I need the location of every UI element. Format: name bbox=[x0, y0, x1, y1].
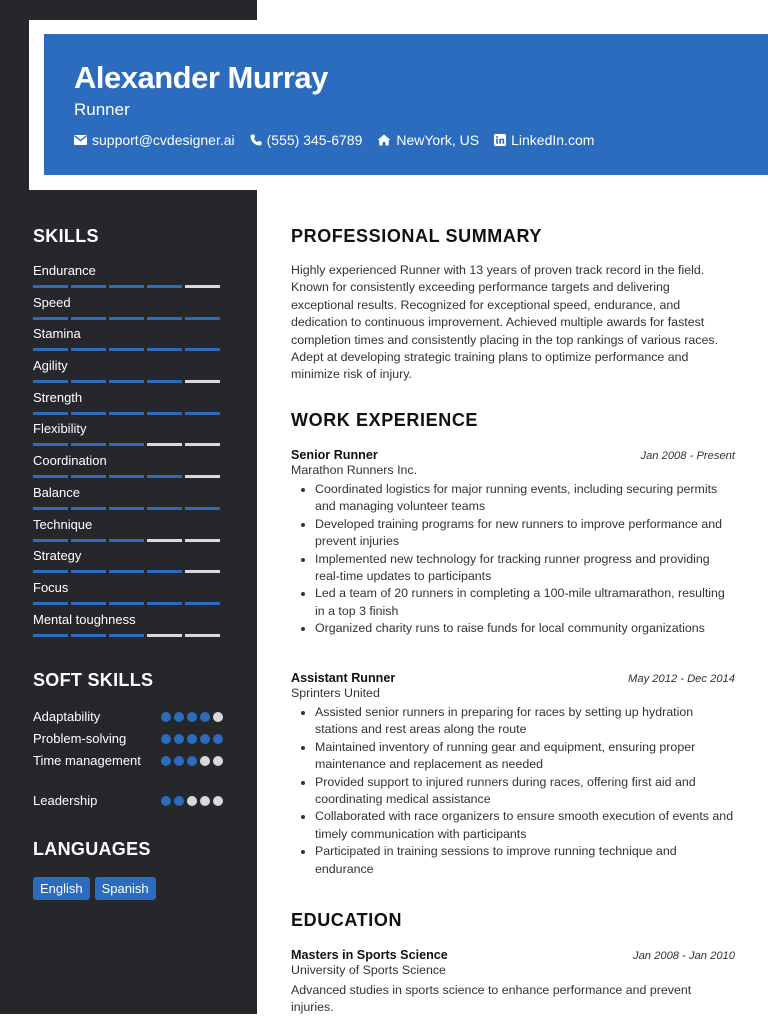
skill-level-segment bbox=[147, 380, 182, 383]
skill-label: Strategy bbox=[33, 548, 82, 564]
rating-dot bbox=[174, 734, 184, 744]
skill-level-segment bbox=[185, 602, 220, 605]
phone-icon bbox=[250, 134, 262, 146]
candidate-name: Alexander Murray bbox=[74, 60, 328, 95]
skill-item bbox=[33, 485, 223, 517]
skill-item bbox=[33, 517, 223, 549]
rating-dot bbox=[200, 756, 210, 766]
job-entry bbox=[291, 671, 735, 878]
soft-skill-rating bbox=[161, 730, 223, 744]
skill-level-segment bbox=[109, 634, 144, 637]
rating-dot bbox=[161, 712, 171, 722]
job-bullet: • Led a team of 20 runners in completing a 100-mile ultramarathon, resulting in a top 3 finish bbox=[315, 585, 735, 620]
soft-skill-label: Leadership bbox=[33, 793, 98, 808]
rating-dot bbox=[161, 796, 171, 806]
skill-level-segment bbox=[33, 285, 68, 288]
skill-level-segment bbox=[71, 507, 106, 510]
soft-skills-heading: SOFT SKILLS bbox=[33, 670, 154, 690]
school-name: University of Sports Science bbox=[291, 963, 446, 977]
home-icon bbox=[377, 134, 391, 146]
skills-list bbox=[33, 263, 223, 643]
rating-dot bbox=[200, 796, 210, 806]
linkedin-icon bbox=[494, 134, 506, 146]
education-date: Jan 2008 - Jan 2010 bbox=[632, 950, 735, 962]
header bbox=[44, 34, 768, 175]
skill-level-segment bbox=[185, 348, 220, 351]
job-bullet: • Organized charity runs to raise funds for local community organizations bbox=[315, 620, 735, 637]
skill-level-segment bbox=[109, 507, 144, 510]
job-bullet: • Implemented new technology for tracking runner progress and providing real-time updates to participants bbox=[315, 551, 735, 586]
rating-dot bbox=[213, 712, 223, 722]
skill-level-bar bbox=[33, 634, 223, 637]
skill-item bbox=[33, 612, 223, 644]
job-bullet: • Participated in training sessions to improve running technique and endurance bbox=[315, 843, 735, 878]
job-bullets bbox=[291, 481, 735, 638]
job-company: Marathon Runners Inc. bbox=[291, 463, 418, 477]
skill-level-segment bbox=[185, 443, 220, 446]
skill-level-segment bbox=[185, 412, 220, 415]
skill-level-segment bbox=[33, 443, 68, 446]
email-text: support@cvdesigner.ai bbox=[92, 132, 235, 148]
skill-level-bar bbox=[33, 507, 223, 510]
skill-level-segment bbox=[147, 348, 182, 351]
skill-level-segment bbox=[33, 380, 68, 383]
job-bullet: • Collaborated with race organizers to ensure smooth execution of events and timely communication with participants bbox=[315, 808, 735, 843]
skill-item bbox=[33, 453, 223, 485]
skill-level-segment bbox=[71, 602, 106, 605]
skill-label: Endurance bbox=[33, 263, 96, 278]
skill-level-segment bbox=[147, 443, 182, 446]
skill-label: Flexibility bbox=[33, 421, 87, 437]
skill-label: Focus bbox=[33, 579, 69, 595]
contact-phone[interactable] bbox=[250, 132, 363, 148]
skill-item bbox=[33, 390, 223, 422]
soft-skills-list bbox=[33, 708, 223, 814]
soft-skill-item bbox=[33, 708, 223, 730]
skill-level-segment bbox=[185, 475, 220, 478]
skill-level-segment bbox=[147, 634, 182, 637]
summary-heading: PROFESSIONAL SUMMARY bbox=[291, 226, 543, 246]
skill-level-segment bbox=[109, 570, 144, 573]
language-badge: Spanish bbox=[95, 877, 156, 900]
languages-list bbox=[33, 877, 156, 900]
skill-level-segment bbox=[71, 443, 106, 446]
job-bullets bbox=[291, 704, 735, 878]
job-title: Senior Runner bbox=[291, 448, 378, 462]
skill-label: Balance bbox=[33, 484, 80, 500]
skill-level-segment bbox=[71, 634, 106, 637]
job-date: May 2012 - Dec 2014 bbox=[628, 673, 735, 685]
skill-level-bar bbox=[33, 348, 223, 351]
soft-skill-label: Problem-solving bbox=[33, 731, 127, 746]
skill-level-segment bbox=[109, 602, 144, 605]
skill-level-segment bbox=[33, 475, 68, 478]
job-bullet: • Coordinated logistics for major running events, including securing permits and managing volunteer teams bbox=[315, 481, 735, 516]
skill-level-segment bbox=[71, 317, 106, 320]
skill-level-bar bbox=[33, 412, 223, 415]
rating-dot bbox=[161, 756, 171, 766]
experience-heading: WORK EXPERIENCE bbox=[291, 410, 479, 430]
job-title: Assistant Runner bbox=[291, 671, 396, 685]
skill-item bbox=[33, 580, 223, 612]
skill-level-segment bbox=[71, 570, 106, 573]
skill-level-segment bbox=[147, 412, 182, 415]
skill-level-segment bbox=[71, 285, 106, 288]
soft-skill-item bbox=[33, 752, 223, 792]
skill-level-segment bbox=[109, 412, 144, 415]
skill-label: Stamina bbox=[33, 326, 81, 342]
soft-skill-item bbox=[33, 792, 223, 814]
rating-dot bbox=[187, 756, 197, 766]
soft-skill-item bbox=[33, 730, 223, 752]
skill-level-segment bbox=[147, 285, 182, 288]
rating-dot bbox=[200, 712, 210, 722]
skill-level-segment bbox=[71, 539, 106, 542]
skill-level-segment bbox=[33, 602, 68, 605]
skill-level-segment bbox=[185, 317, 220, 320]
job-bullet: • Assisted senior runners in preparing for races by setting up hydration stations and rest areas along the route bbox=[315, 704, 735, 739]
rating-dot bbox=[187, 796, 197, 806]
skill-level-segment bbox=[71, 412, 106, 415]
skill-level-segment bbox=[109, 475, 144, 478]
education-description: Advanced studies in sports science to enhance performance and prevent injuries. bbox=[291, 983, 692, 1015]
skill-level-segment bbox=[33, 412, 68, 415]
skill-label: Speed bbox=[33, 294, 71, 310]
skill-level-bar bbox=[33, 539, 223, 542]
skill-level-segment bbox=[109, 539, 144, 542]
skill-level-segment bbox=[147, 317, 182, 320]
skill-level-bar bbox=[33, 380, 223, 383]
soft-skill-label: Adaptability bbox=[33, 709, 101, 724]
skill-level-bar bbox=[33, 317, 223, 320]
skill-level-segment bbox=[147, 475, 182, 478]
skill-level-segment bbox=[33, 539, 68, 542]
education-entry bbox=[291, 948, 735, 1017]
skill-level-bar bbox=[33, 570, 223, 573]
rating-dot bbox=[213, 756, 223, 766]
rating-dot bbox=[213, 796, 223, 806]
skill-level-bar bbox=[33, 443, 223, 446]
skill-level-segment bbox=[71, 475, 106, 478]
rating-dot bbox=[213, 734, 223, 744]
soft-skill-rating bbox=[161, 708, 223, 722]
skill-level-segment bbox=[185, 570, 220, 573]
languages-heading: LANGUAGES bbox=[33, 839, 151, 859]
skill-item bbox=[33, 548, 223, 580]
education-heading: EDUCATION bbox=[291, 910, 403, 930]
soft-skill-label: Time management bbox=[33, 753, 141, 768]
skill-level-segment bbox=[33, 634, 68, 637]
contact-email[interactable] bbox=[74, 132, 235, 148]
job-entry bbox=[291, 448, 735, 638]
skill-level-segment bbox=[33, 570, 68, 573]
skill-level-bar bbox=[33, 285, 223, 288]
skill-item bbox=[33, 326, 223, 358]
skill-level-bar bbox=[33, 602, 223, 605]
job-bullet: • Provided support to injured runners during races, offering first aid and coordinating medical assistance bbox=[315, 774, 735, 809]
skill-level-segment bbox=[33, 507, 68, 510]
rating-dot bbox=[174, 796, 184, 806]
location-text: NewYork, US bbox=[396, 132, 480, 148]
rating-dot bbox=[174, 712, 184, 722]
skill-level-segment bbox=[33, 348, 68, 351]
skill-label: Mental toughness bbox=[33, 611, 136, 627]
skill-item bbox=[33, 263, 223, 295]
rating-dot bbox=[200, 734, 210, 744]
skill-level-segment bbox=[109, 380, 144, 383]
skill-level-segment bbox=[185, 507, 220, 510]
skill-label: Agility bbox=[33, 358, 68, 374]
skill-label: Strength bbox=[33, 389, 83, 405]
skill-level-bar bbox=[33, 475, 223, 478]
skill-level-segment bbox=[71, 380, 106, 383]
skill-level-segment bbox=[109, 285, 144, 288]
skill-level-segment bbox=[147, 570, 182, 573]
skill-level-segment bbox=[33, 317, 68, 320]
skill-level-segment bbox=[147, 507, 182, 510]
skill-label: Coordination bbox=[33, 453, 107, 469]
language-badge: English bbox=[33, 877, 90, 900]
skill-level-segment bbox=[109, 348, 144, 351]
skill-level-segment bbox=[185, 285, 220, 288]
job-company: Sprinters United bbox=[291, 686, 380, 700]
skill-level-segment bbox=[71, 348, 106, 351]
job-bullet: • Maintained inventory of running gear and equipment, ensuring proper maintenance and replacement as needed bbox=[315, 739, 735, 774]
skill-level-segment bbox=[185, 634, 220, 637]
soft-skill-rating bbox=[161, 752, 223, 766]
soft-skill-rating bbox=[161, 792, 223, 806]
envelope-icon bbox=[74, 135, 87, 145]
skill-level-segment bbox=[147, 539, 182, 542]
rating-dot bbox=[174, 756, 184, 766]
skill-level-segment bbox=[109, 317, 144, 320]
job-bullet: • Developed training programs for new runners to improve performance and prevent injuries bbox=[315, 516, 735, 551]
skill-level-segment bbox=[147, 602, 182, 605]
job-date: Jan 2008 - Present bbox=[640, 450, 735, 462]
skill-level-segment bbox=[185, 539, 220, 542]
phone-text: (555) 345-6789 bbox=[266, 132, 363, 148]
rating-dot bbox=[161, 734, 171, 744]
skill-item bbox=[33, 421, 223, 453]
summary-text: Highly experienced Runner with 13 years of proven track record in the field. Known for consistently exceeding performance targets and delivering exceptional results. Recognized for exceptional speed, endurance, and dedication to continuous improvement. Achieved multiple awards for fastest completion times and consistently placing in the top rankings of various races. Adept at developing strategic training plans to optimize performance and minimize risk of injury. bbox=[291, 263, 719, 382]
linkedin-text: LinkedIn.com bbox=[511, 132, 595, 148]
degree-title: Masters in Sports Science bbox=[291, 948, 448, 962]
skill-level-segment bbox=[185, 380, 220, 383]
skill-item bbox=[33, 295, 223, 327]
candidate-role: Runner bbox=[74, 100, 130, 119]
skills-heading: SKILLS bbox=[33, 226, 99, 246]
contact-location bbox=[377, 132, 479, 148]
rating-dot bbox=[187, 712, 197, 722]
skill-level-segment bbox=[109, 443, 144, 446]
skill-item bbox=[33, 358, 223, 390]
skill-label: Technique bbox=[33, 516, 93, 532]
contact-row bbox=[74, 132, 594, 148]
contact-linkedin[interactable] bbox=[494, 132, 594, 148]
rating-dot bbox=[187, 734, 197, 744]
